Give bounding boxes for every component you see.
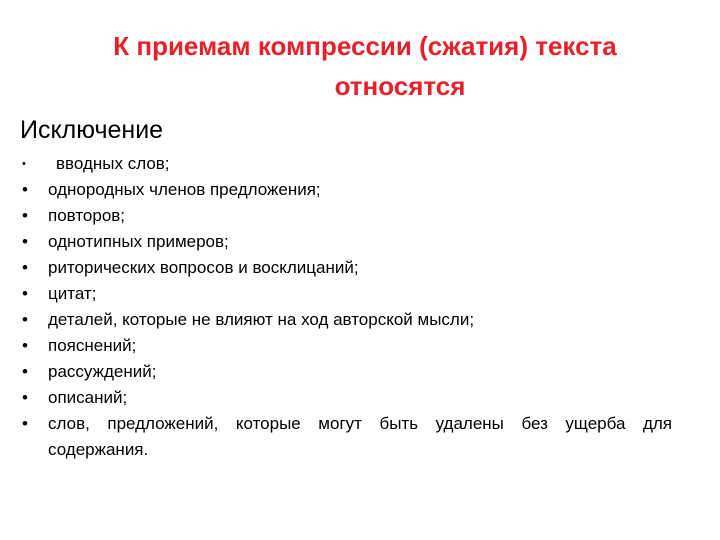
bullet-icon: • bbox=[22, 258, 28, 277]
subheading: Исключение bbox=[20, 116, 164, 144]
list-item-text: вводных слов; bbox=[56, 154, 170, 173]
list-item-text: цитат; bbox=[48, 284, 97, 303]
list-item bbox=[22, 411, 672, 463]
bullet-icon: • bbox=[22, 362, 28, 381]
list-item bbox=[22, 229, 672, 255]
title-line-2: относятся bbox=[334, 71, 466, 101]
list-item-text: описаний; bbox=[48, 388, 128, 407]
bullet-icon: • bbox=[22, 180, 28, 199]
list-item-text: деталей, которые не влияют на ход авторской мысли; bbox=[48, 310, 475, 329]
bullet-icon: • bbox=[22, 158, 26, 170]
bullet-icon: • bbox=[22, 414, 28, 433]
list-item-text: пояснений; bbox=[48, 336, 137, 355]
list-item bbox=[22, 359, 672, 385]
list-item bbox=[22, 151, 672, 177]
list-item bbox=[22, 255, 672, 281]
bullet-icon: • bbox=[22, 310, 28, 329]
list-item bbox=[22, 177, 672, 203]
bullet-icon: • bbox=[22, 206, 28, 225]
list-item-text: риторических вопросов и восклицаний; bbox=[48, 258, 359, 277]
slide-title bbox=[40, 26, 690, 106]
title-line-1: К приемам компрессии (сжатия) текста bbox=[113, 31, 617, 61]
bullet-icon: • bbox=[22, 284, 28, 303]
list-item bbox=[22, 307, 672, 333]
list-item bbox=[22, 203, 672, 229]
list-item-text: повторов; bbox=[48, 206, 126, 225]
bullet-icon: • bbox=[22, 232, 28, 251]
bullet-icon: • bbox=[22, 336, 28, 355]
bullet-list bbox=[22, 151, 672, 463]
list-item-text: рассуждений; bbox=[48, 362, 157, 381]
list-item-text: слов, предложений, которые могут быть удалены без ущерба для содержания. bbox=[48, 414, 672, 459]
list-item bbox=[22, 385, 672, 411]
list-item-text: однотипных примеров; bbox=[48, 232, 229, 251]
bullet-icon: • bbox=[22, 388, 28, 407]
list-item-text: однородных членов предложения; bbox=[48, 180, 321, 199]
list-item bbox=[22, 281, 672, 307]
list-item bbox=[22, 333, 672, 359]
